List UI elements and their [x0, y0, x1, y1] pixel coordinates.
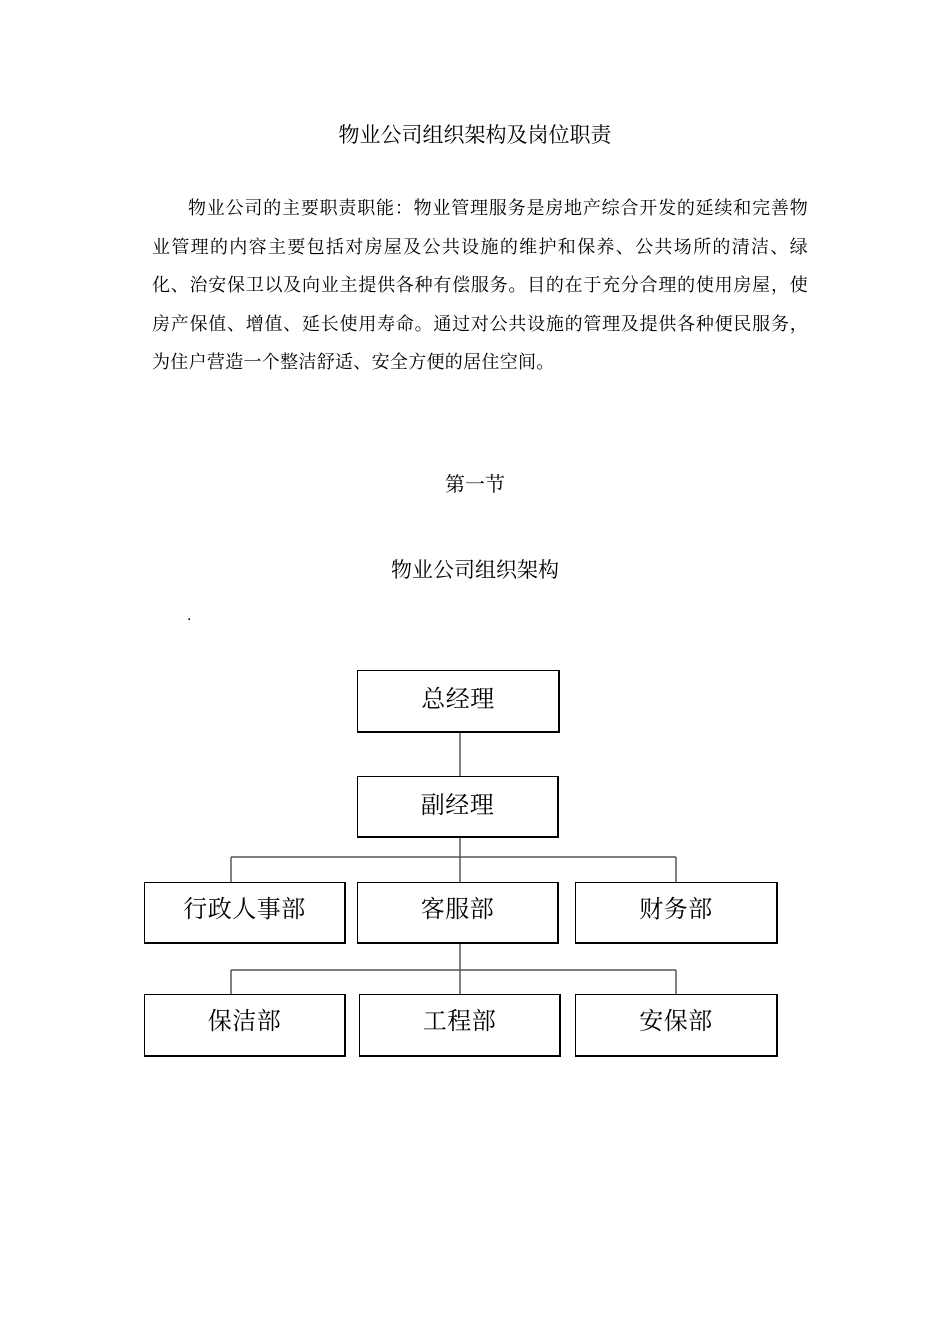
cleaning-box: [144, 994, 346, 1057]
security-label: 安保部: [639, 1007, 713, 1035]
customer-service-label: 客服部: [420, 895, 495, 923]
cleaning-label: 保洁部: [207, 1007, 282, 1035]
customer-service-box: [357, 882, 559, 944]
general-manager-label: 总经理: [421, 685, 495, 713]
general-manager-box: [357, 670, 560, 733]
section-title: 物业公司组织架构: [391, 558, 559, 582]
admin-hr-box: [144, 882, 346, 944]
engineering-box: [359, 994, 561, 1057]
finance-label: 财务部: [639, 895, 713, 923]
security-box: [575, 994, 778, 1057]
stray-mark: .: [187, 608, 192, 624]
deputy-manager-label: 副经理: [420, 791, 495, 819]
section-number: 第一节: [445, 472, 505, 496]
finance-box: [575, 882, 778, 944]
intro-paragraph: 物业公司的主要职责职能：物业管理服务是房地产综合开发的延续和完善物业管理的内容主要包括对房屋及公共设施的维护和保养、公共场所的清洁、绿化、治安保卫以及向业主提供各种有偿服务。目的在于充分合理的使用房屋，使房产保值、增值、延长使用寿命。通过对公共设施的管理及提供各种便民服务，为住户营造一个整洁舒适、安全方便的居住空间。: [152, 198, 808, 373]
page-title: 物业公司组织架构及岗位职责: [338, 123, 612, 147]
admin-hr-label: 行政人事部: [183, 895, 306, 923]
engineering-label: 工程部: [422, 1007, 497, 1035]
deputy-manager-box: [357, 776, 559, 838]
